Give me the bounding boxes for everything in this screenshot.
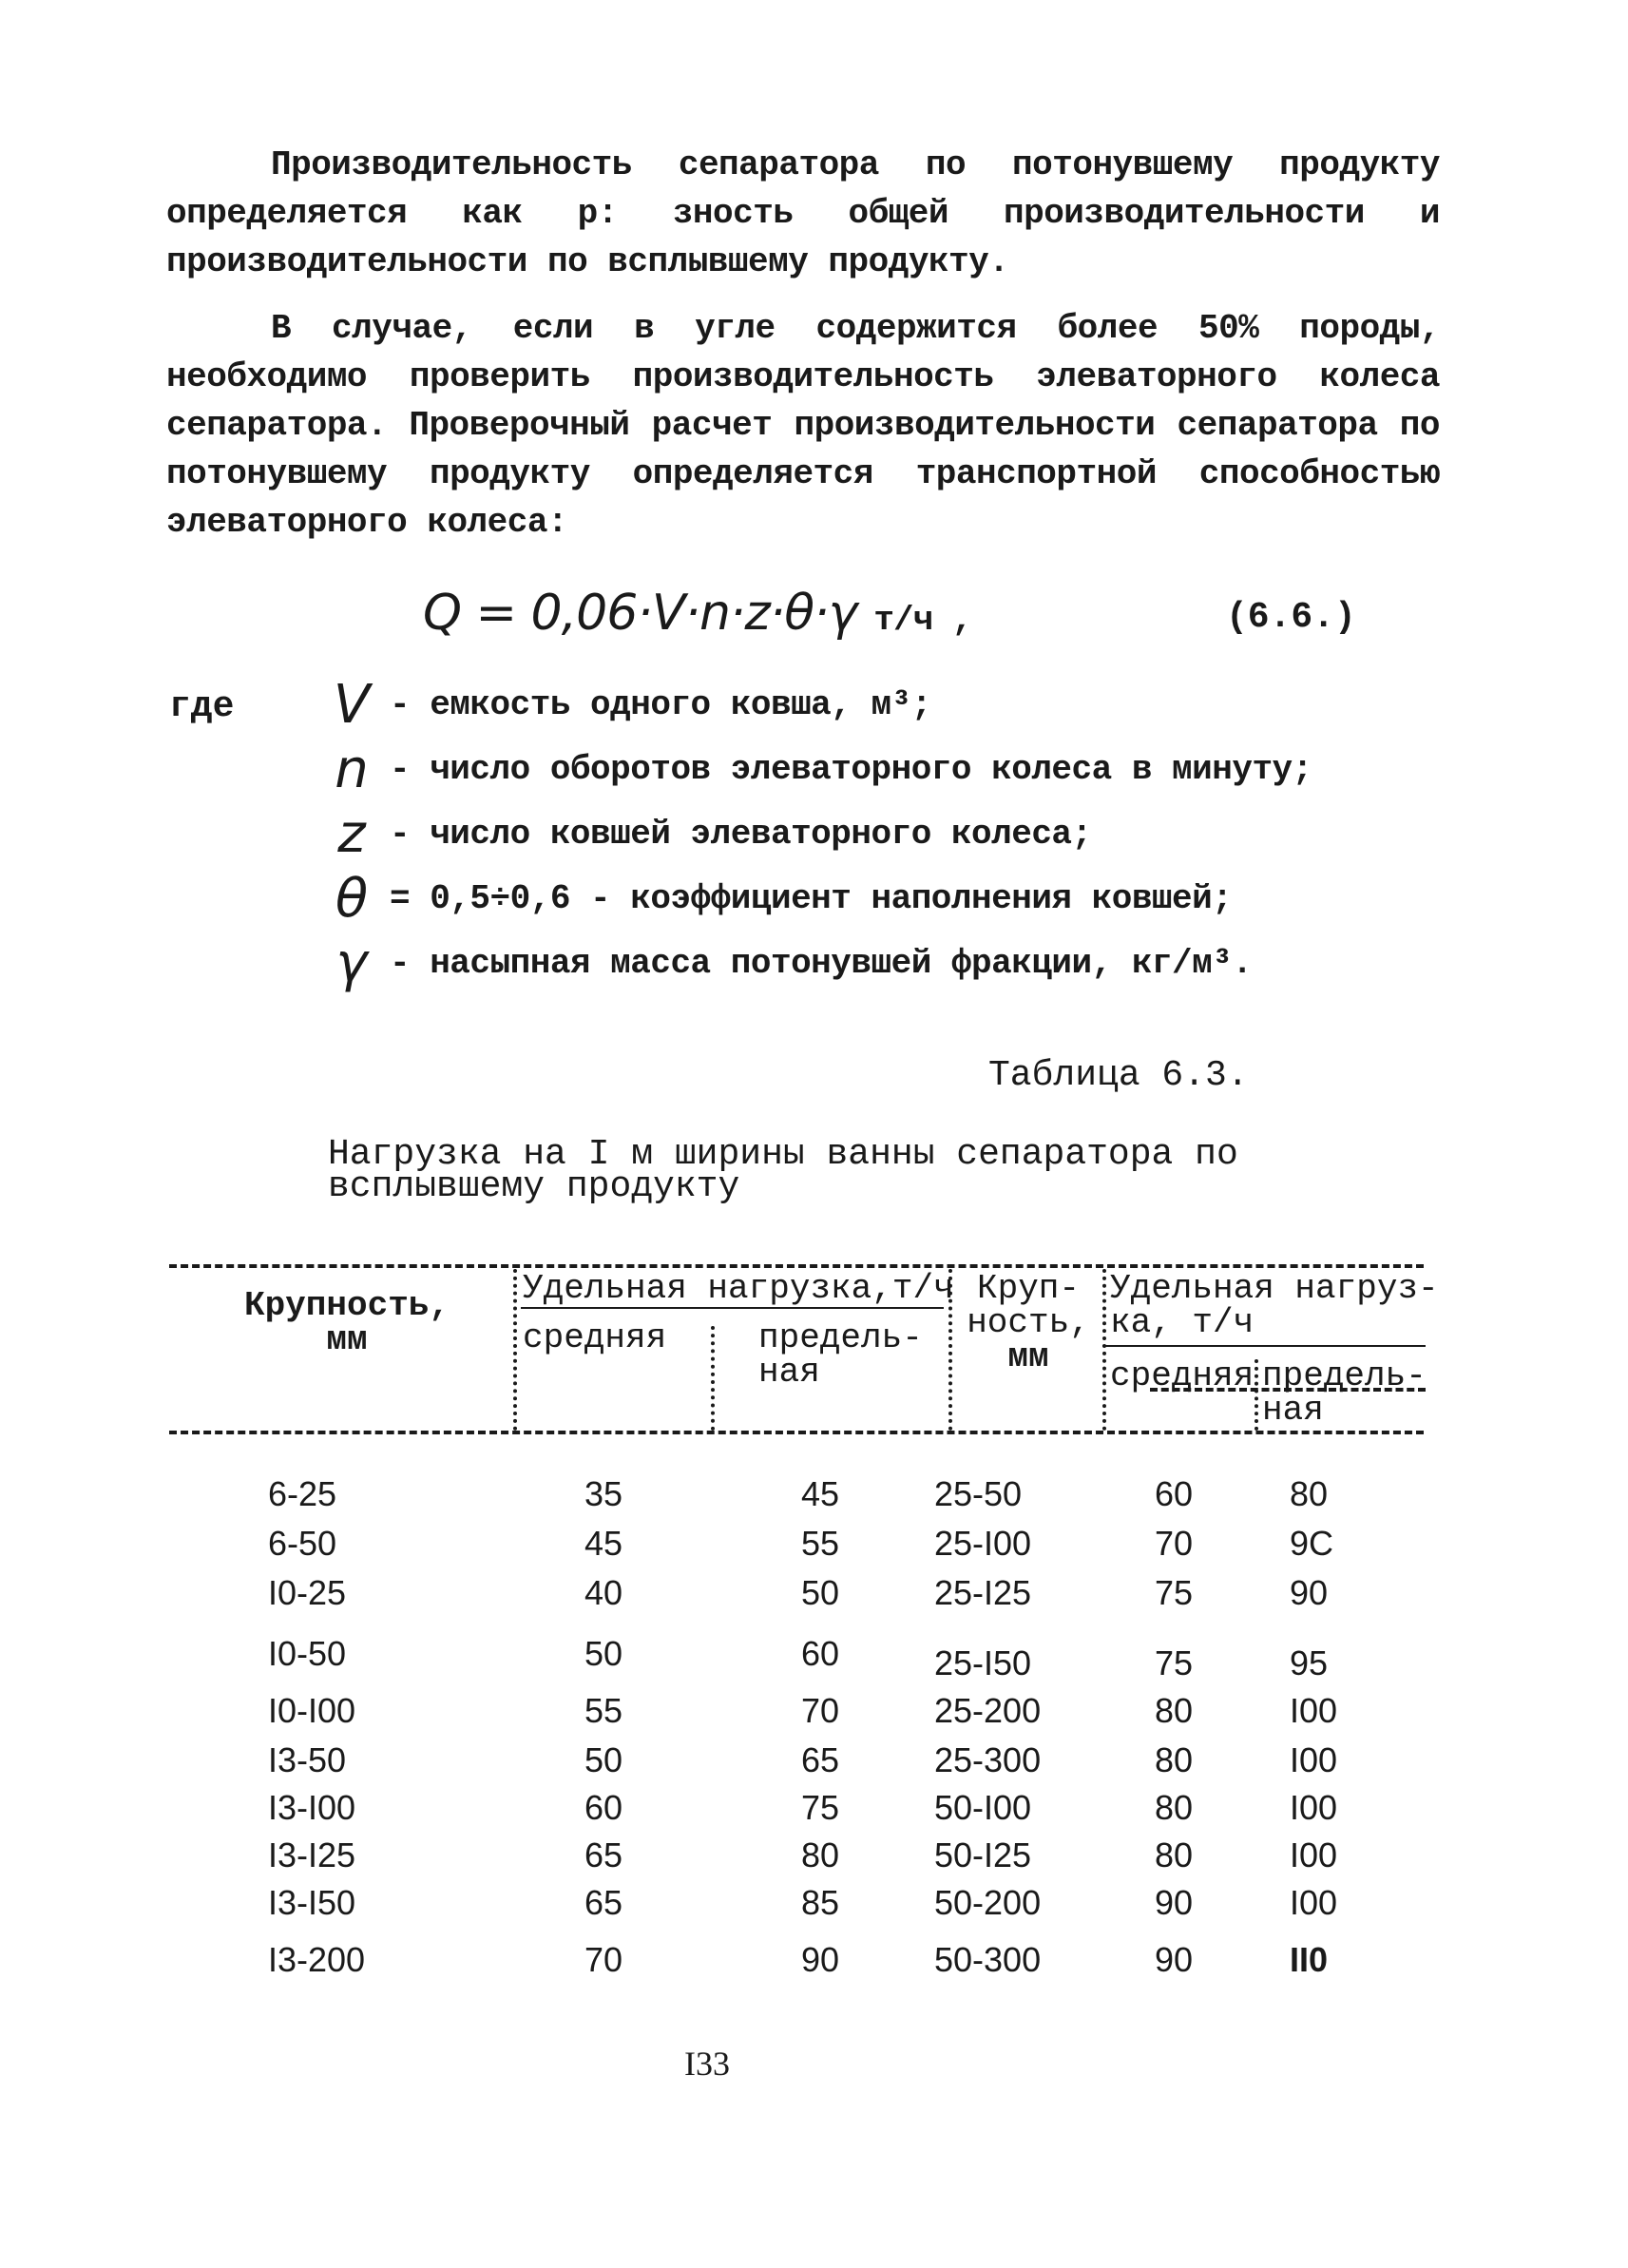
cell-max-a: 75 (801, 1788, 840, 1827)
definition-theta (314, 867, 1232, 930)
formula-expression: Q = 0,06·V·n·z·θ·γ (423, 585, 857, 642)
header-load-b (1110, 1269, 1439, 1342)
definition-gamma (314, 932, 1252, 994)
cell-max-a: 50 (801, 1573, 840, 1612)
cell-avg-a: 50 (584, 1740, 623, 1779)
cell-avg-b: 70 (1155, 1524, 1194, 1563)
cell-avg-a: 35 (584, 1474, 623, 1513)
table-header-bottom-rule (169, 1431, 1424, 1434)
formula-unit: т/ч , (873, 601, 972, 640)
symbol: n (335, 738, 369, 800)
cell-avg-a: 65 (584, 1883, 623, 1922)
definition-n (314, 738, 1312, 800)
header-line: ность, (967, 1303, 1090, 1342)
cell-size-b: 25-50 (934, 1474, 1023, 1513)
cell-size-a: I3-200 (268, 1940, 366, 1979)
symbol: z (337, 802, 366, 865)
cell-max-a: 85 (801, 1883, 840, 1922)
caption-line: Нагрузка на I м ширины ванны сепаратора по (328, 1134, 1238, 1175)
definition-z (314, 802, 1092, 865)
column-divider (1255, 1359, 1258, 1431)
cell-size-b: 25-200 (934, 1691, 1042, 1730)
cell-size-b: 50-300 (934, 1940, 1042, 1979)
header-avg-a: средняя (523, 1318, 667, 1357)
column-divider (1102, 1269, 1106, 1431)
header-avg-b: средняя (1110, 1356, 1255, 1395)
cell-avg-a: 70 (584, 1940, 623, 1979)
cell-max-b: 95 (1290, 1643, 1329, 1682)
definition-text: - насыпная масса потонувшей фракции, кг/м³. (390, 943, 1253, 983)
cell-avg-b: 80 (1155, 1691, 1194, 1730)
cell-avg-b: 75 (1155, 1573, 1194, 1612)
formula (423, 585, 971, 642)
cell-max-b: 90 (1290, 1573, 1329, 1612)
cell-size-a: I3-I50 (268, 1883, 356, 1922)
header-size-b (962, 1269, 1095, 1376)
header-load-a: Удельная нагрузка,т/ч (523, 1269, 954, 1308)
cell-avg-b: 80 (1155, 1788, 1194, 1827)
cell-avg-a: 45 (584, 1524, 623, 1563)
cell-max-b: II0 (1290, 1940, 1329, 1979)
header-line: ная (1262, 1391, 1324, 1430)
cell-size-b: 25-I50 (934, 1643, 1032, 1682)
table-top-rule (169, 1264, 1424, 1268)
cell-avg-b: 75 (1155, 1643, 1194, 1682)
symbol: V (333, 673, 371, 736)
cell-max-a: 80 (801, 1836, 840, 1874)
cell-avg-a: 65 (584, 1836, 623, 1874)
cell-size-b: 25-I00 (934, 1524, 1032, 1563)
cell-avg-b: 80 (1155, 1740, 1194, 1779)
column-divider (513, 1269, 517, 1431)
cell-size-a: I0-50 (268, 1634, 347, 1673)
paragraph-1: Производительность сепаратора по потонувшему продукту определяется как р: зность общей производительности и производительности по всплывшему продукту. (166, 145, 1440, 281)
cell-max-a: 90 (801, 1940, 840, 1979)
cell-size-b: 50-I25 (934, 1836, 1032, 1874)
definition-text: - число оборотов элеваторного колеса в минуту; (390, 749, 1312, 789)
table-label: Таблица 6.3. (988, 1055, 1249, 1096)
cell-avg-a: 60 (584, 1788, 623, 1827)
cell-max-b: 80 (1290, 1474, 1329, 1513)
cell-size-a: I0-25 (268, 1573, 347, 1612)
cell-size-b: 50-200 (934, 1883, 1042, 1922)
symbol: θ (335, 867, 369, 930)
caption-line: всплывшему продукту (328, 1166, 740, 1207)
cell-max-a: 65 (801, 1740, 840, 1779)
cell-size-a: I3-I00 (268, 1788, 356, 1827)
cell-size-b: 25-300 (934, 1740, 1042, 1779)
equation-number: (6.6.) (1226, 597, 1356, 638)
paragraph-2: В случае, если в угле содержится более 50% породы, необходимо проверить производительность элеваторного колеса сепаратора. Проверочный расчет производительности сепаратора по потонувшему продукту определяется транспортной способностью элеваторного колеса: (166, 309, 1440, 542)
definition-text: - число ковшей элеваторного колеса; (390, 814, 1092, 854)
header-line: Удельная нагруз- (1110, 1269, 1439, 1308)
header-line: Крупность, (243, 1286, 450, 1325)
cell-size-b: 50-I00 (934, 1788, 1032, 1827)
page-number: I33 (684, 2045, 730, 2083)
column-divider (711, 1326, 715, 1431)
cell-max-b: I00 (1290, 1883, 1338, 1922)
symbol: γ (335, 932, 368, 994)
header-max-a (758, 1318, 923, 1392)
header-line: мм (1007, 1337, 1049, 1376)
header-line: ная (758, 1353, 820, 1392)
definition-v (314, 673, 931, 736)
cell-max-a: 70 (801, 1691, 840, 1730)
cell-max-b: 9C (1290, 1524, 1334, 1563)
definition-text: - емкость одного ковша, м³; (390, 684, 931, 724)
header-size-a (223, 1286, 470, 1359)
header-line: предель- (758, 1318, 923, 1357)
cell-avg-a: 55 (584, 1691, 623, 1730)
table-caption (328, 1134, 1238, 1207)
header-max-b (1262, 1356, 1427, 1430)
cell-max-b: I00 (1290, 1788, 1338, 1827)
header-line: ка, т/ч (1110, 1303, 1255, 1342)
cell-avg-a: 50 (584, 1634, 623, 1673)
cell-avg-b: 80 (1155, 1836, 1194, 1874)
header-line: мм (326, 1320, 368, 1359)
cell-max-a: 60 (801, 1634, 840, 1673)
definition-text: = 0,5÷0,6 - коэффициент наполнения ковшей; (390, 878, 1233, 918)
cell-max-b: I00 (1290, 1836, 1338, 1874)
header-line: предель- (1262, 1356, 1427, 1395)
cell-avg-b: 60 (1155, 1474, 1194, 1513)
where-label: где (169, 686, 235, 727)
cell-size-a: I0-I00 (268, 1691, 356, 1730)
header-line: Круп- (976, 1269, 1081, 1308)
cell-max-b: I00 (1290, 1691, 1338, 1730)
cell-size-a: 6-50 (268, 1524, 337, 1563)
cell-max-a: 45 (801, 1474, 840, 1513)
cell-max-a: 55 (801, 1524, 840, 1563)
cell-max-b: I00 (1290, 1740, 1338, 1779)
header-underline (1102, 1345, 1426, 1347)
cell-size-a: I3-50 (268, 1740, 347, 1779)
cell-avg-b: 90 (1155, 1940, 1194, 1979)
cell-size-a: I3-I25 (268, 1836, 356, 1874)
cell-avg-a: 40 (584, 1573, 623, 1612)
cell-size-b: 25-I25 (934, 1573, 1032, 1612)
cell-size-a: 6-25 (268, 1474, 337, 1513)
cell-avg-b: 90 (1155, 1883, 1194, 1922)
